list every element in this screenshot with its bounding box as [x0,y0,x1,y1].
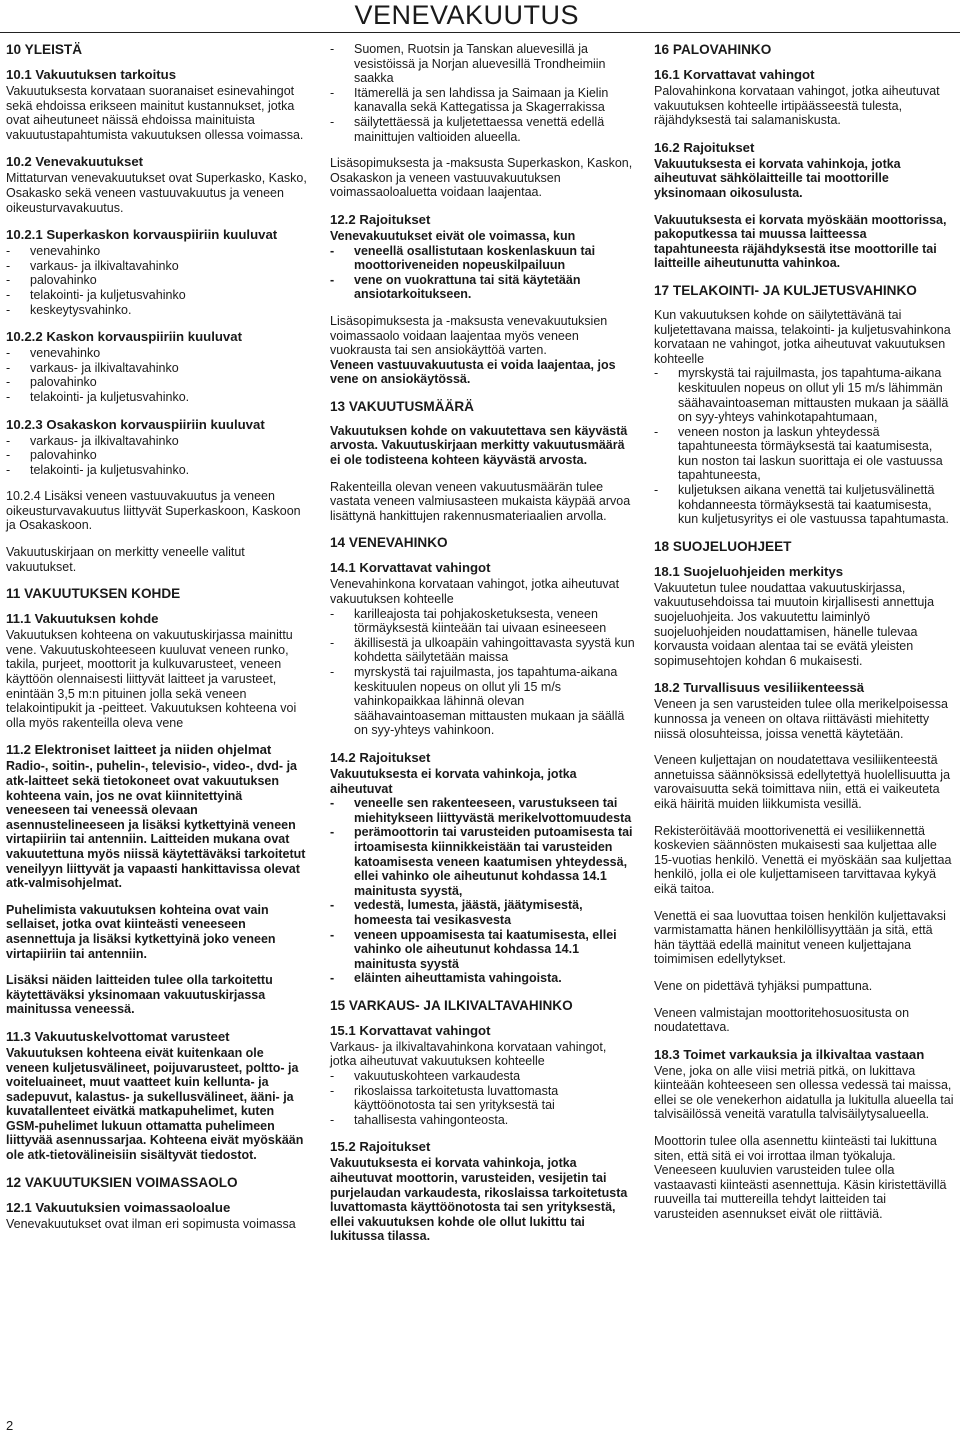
list-item: - palovahinko [6,273,308,288]
paragraph: Vakuutuksen kohteena on vakuutuskirjassa mainittu vene. Vakuutuskohteeseen kuuluvat veneen runko, takila, purjeet, moottorit ja kulkuvarusteet, veneen käyttöön olennaisesti liittyvät laitteet ja varusteet, enintään 3,5 m:n pituinen jolla sekä veneen telakointipukit ja -peitteet. Vakuutuksen kohteena voi olla myös rakenteilla oleva vene [6,628,297,730]
list-item: - kuljetuksen aikana venettä tai kuljetusvälinettä kohdanneesta törmäyksestä tai kaatumisesta, kun kuljetusyritys ei ole vastuussa tapahtumasta. [654,483,954,527]
paragraph: Venettä ei saa luovuttaa toisen henkilön kuljettavaksi varmistamatta hänen henkilöllisyyttään ja sitä, että hän täyttää edellä mainitut veneen kuljettajana toimimisen edellytykset. [654,908,946,967]
paragraph: Radio-, soitin-, puhelin-, televisio-, video-, dvd- ja atk-laitteet sekä tietokoneet ovat vakuutuksen kohteena vain, jos ne ovat kiinnitettyinä veneeseen tai veneessä olevaan asennustelineeseen ja lisäksi kytkettyinä veneen virtapiiriin tai antenniin. Laitteiden mukana ovat vakuutettuna myös niissä käytettäväksi tarkoitetut veneilyyn liittyvät ja vapaasti hankittavissa olevat atk-valmisohjelmat. [6,759,306,891]
list-item: - rikoslaissa tarkoitetusta luvattomasta käyttöönotosta tai sen yrityksestä tai [330,1084,636,1113]
subsection-heading: 18.3 Toimet varkauksia ja ilkivaltaa vastaan [654,1046,925,1062]
section-heading: 11 VAKUUTUKSEN KOHDE [6,586,181,602]
paragraph: Vakuutuksesta ei korvata vahinkoja, jotka aiheutuvat sähkölaitteille tai moottorille yksinomaan oikosulusta. [654,156,901,200]
list-item: - telakointi- ja kuljetusvahinko. [6,390,308,405]
paragraph: Lisäsopimuksesta ja -maksusta venevakuutuksien voimassaolo voidaan laajentaa myös veneen vuokrausta tai sen ansiokäyttöä varten. [330,313,608,358]
paragraph: Lisäksi näiden laitteiden tulee olla tarkoitettu käytettäväksi yksinomaan vakuutuskirjassa mainitussa veneessä. [6,973,273,1017]
list-item: - säilytettäessä ja kuljetettaessa venettä edellä mainittujen valtioiden alueella. [330,115,636,144]
paragraph: Moottorin tulee olla asennettu kiinteästi tai lukittuna siten, että sitä ei voi irrottaa ilman työkaluja. Veneeseen kuuluvien varusteiden tulee olla vastaavasti kiinteästi asennettuja. Käsin kiristettävillä ruuveilla tai muttereilla tehdyt laitteiden tai varusteiden asennukset eivät ole riittäviä. [654,1134,947,1222]
list-10-2-2 [6,346,308,404]
paragraph: 10.2.4 Lisäksi veneen vastuuvakuutus ja veneen oikeusturvavakuutus liittyvät Superkaskoon, Kaskoon ja Osakaskoon. [6,489,301,533]
list-item: - varkaus- ja ilkivaltavahinko [6,259,308,274]
list-item: - telakointi- ja kuljetusvahinko. [6,463,308,478]
list-item: - myrskystä tai rajuilmasta, jos tapahtuma-aikana keskituulen nopeus on ollut yli 15 m/s lähimmän säähavaintoaseman mittausten mukaan ja säällä on syy-yhteys vahinkotapahtumaan, [654,366,954,424]
list-item: - venevahinko [6,346,308,361]
section-heading: 12 VAKUUTUKSIEN VOIMASSAOLO [6,1174,238,1190]
subsection-heading: 11.3 Vakuutuskelvottomat varusteet [6,1028,230,1044]
list-item: - Itämerellä ja sen lahdissa ja Saimaan ja Kielin kanavalla sekä Kattegatissa ja Skagerrakissa [330,86,636,115]
list-17 [654,366,954,527]
paragraph: Venevakuutukset eivät ole voimassa, kun [330,228,576,243]
subsection-heading: 18.1 Suojeluohjeiden merkitys [654,563,844,579]
list-item: - Suomen, Ruotsin ja Tanskan aluevesillä ja vesistöissä ja Norjan aluevesillä Trondheimiin saakka [330,42,636,86]
list-item: - veneellä osallistutaan koskenlaskuun tai moottoriveneiden nopeuskilpailuun [330,244,636,273]
paragraph: Veneen kuljettajan on noudatettava vesiliikenteestä annetuissa säännöksissä edellytettyä huolellisuutta ja varovaisuutta sekä toimittava niin, että ei vaikeuteta eikä häiritä muiden liikkumista vesillä. [654,753,951,811]
list-item: - palovahinko [6,448,308,463]
section-heading: 18 SUOJELUOHJEET [654,538,792,554]
subsection-heading: 16.1 Korvattavat vahingot [654,67,815,82]
paragraph: Veneen valmistajan moottoritehosuositusta on noudatettava. [654,1005,910,1035]
paragraph: Palovahinkona korvataan vahingot, jotka aiheutuvat vakuutuksen kohteelle irtipäässeestä tulesta, räjähdyksestä tai salamaniskusta. [654,84,940,128]
page-number: 2 [6,1418,14,1433]
list-12-2 [330,244,636,302]
list-item: - vedestä, lumesta, jäästä, jäätymisestä, homeesta tai vesikasvesta [330,898,636,927]
subsection-heading: 18.2 Turvallisuus vesiliikenteessä [654,680,865,696]
list-15-1 [330,1069,636,1127]
list-item: - äkillisestä ja ulkoapäin vahingoittavasta syystä kun kohdetta säilytetään maissa [330,636,636,665]
list-item: - vakuutuskohteen varkaudesta [330,1069,636,1084]
column-3 [654,42,954,1234]
paragraph: Mittaturvan venevakuutukset ovat Superkasko, Kasko, Osakasko sekä veneen vastuuvakuutus ja veneen oikeusturvavakuutus. [6,171,307,215]
subsection-heading: 15.1 Korvattavat vahingot [330,1022,491,1038]
list-item: - palovahinko [6,375,308,390]
paragraph: Lisäsopimuksesta ja -maksusta Superkaskon, Kaskon, Osakaskon ja veneen vastuuvakuutuksen voimassaoloaluetta voidaan laajentaa. [330,156,633,200]
subsection-heading: 14.1 Korvattavat vahingot [330,560,491,576]
section-heading: 15 VARKAUS- JA ILKIVALTAVAHINKO [330,997,573,1013]
list-item: - vene on vuokrattuna tai sitä käytetään ansiotarkoitukseen. [330,273,636,302]
paragraph: Vakuutetun tulee noudattaa vakuutuskirjassa, vakuutusehdoissa tai muutoin kirjallisesti annettuja suojeluohjeita. Jos vakuutettu laiminlyö suojeluohjeiden noudattamisen, hänelle tulevaa korvausta voidaan alentaa tai se evätä yleisten sopimusehtojen kohdan 6 mukaisesti. [654,580,935,668]
section-heading: 14 VENEVAHINKO [330,535,448,551]
list-item: - tahallisesta vahingonteosta. [330,1113,636,1128]
paragraph: Kun vakuutuksen kohde on säilytettävänä tai kuljetettavana maissa, telakointi- ja kuljetusvahinkona korvataan ne vahingot, jotka aiheutuvat vakuutuksen kohteelle [654,307,951,366]
paragraph: Vakuutuskirjaan on merkitty veneelle valitut vakuutukset. [6,545,245,574]
subsection-heading: 10.2 Venevakuutukset [6,154,144,170]
paragraph: Rakenteilla olevan veneen vakuutusmäärän tulee vastata veneen valmiusasteen mukaista käypää arvoa lisättynä hankittujen rakennusmateriaalien arvolla. [330,479,631,523]
subsection-heading: 10.2.3 Osakaskon korvauspiiriin kuuluvat [6,416,265,432]
list-item: - karilleajosta tai pohjakosketuksesta, veneen törmäyksestä kiinteään tai uivaan esineeseen [330,607,636,636]
subsection-heading: 11.1 Vakuutuksen kohde [6,611,159,627]
section-heading: 13 VAKUUTUSMÄÄRÄ [330,398,475,414]
subsection-heading: 16.2 Rajoitukset [654,139,755,155]
paragraph: Vakuutuksesta ei korvata vahinkoja, jotka aiheutuvat moottorin, varusteiden, vesijetin tai purjelaudan varkaudesta, rikoslaissa tarkoitetusta luvattomasta käyttöönotosta tai sen yrityksestä, ellei vakuutuksen kohde ole ollut lukittu tai lukitussa tilassa. [330,1156,628,1244]
subsection-heading: 10.2.2 Kaskon korvauspiiriin kuuluvat [6,329,242,345]
paragraph: Vakuutuksesta ei korvata vahinkoja, jotka aiheutuvat [330,766,577,796]
subsection-heading: 12.1 Vakuutuksien voimassaoloalue [6,1199,231,1215]
list-item: - myrskystä tai rajuilmasta, jos tapahtuma-aikana keskituulen nopeus on ollut yli 15 m/s vahinkopaikkaa lähinnä olevan säähavaintoaseman mittausten mukaan ja säällä on syy-yhteys vahinkoon. [330,665,636,738]
subsection-heading: 10.2.1 Superkaskon korvauspiiriin kuuluvat [6,227,278,243]
list-14-2 [330,796,636,986]
paragraph: Veneen ja sen varusteiden tulee olla merikelpoisessa kunnossa ja veneen on oltava riittävästi miehitetty niissä olosuhteissa, joissa venettä käytetään. [654,697,948,741]
list-10-2-1 [6,244,308,317]
column-2 [330,42,636,1256]
list-item: - keskeytysvahinko. [6,303,308,318]
list-item: - perämoottorin tai varusteiden putoamisesta tai irtoamisesta kiinnikkeistään tai varusteiden katoamisesta veneen kaatumisen yhteydessä, ellei vahinko ole aiheutunut kohdassa 14.1 mainitusta syystä, [330,825,636,898]
document-title: VENEVAKUUTUS [354,0,579,30]
paragraph: Vakuutuksesta ei korvata myöskään moottorissa, pakoputkessa tai muussa laitteessa tapahtuneesta räjähdyksestä itse moottorille tai laitteille aiheutunutta vahinkoa. [654,212,947,271]
list-item: - veneelle sen rakenteeseen, varustukseen tai miehitykseen liittyvästä merikelvottomuudesta [330,796,636,825]
section-heading: 10 YLEISTÄ [6,42,83,57]
list-item: - varkaus- ja ilkivaltavahinko [6,434,308,449]
paragraph: Varkaus- ja ilkivaltavahinkona korvataan vahingot, jotka aiheutuvat vakuutuksen kohteelle [330,1039,607,1069]
section-heading: 16 PALOVAHINKO [654,42,772,57]
list-item: - veneen uppoamisesta tai kaatumisesta, ellei vahinko ole aiheutunut kohdassa 14.1 mainitusta syystä [330,928,636,972]
paragraph: Vene, joka on alle viisi metriä pitkä, on lukittava kiinteään kohteeseen sen ollessa vedessä tai maissa, ellei se ole venekerhon aidatulla ja lukitulla alueella tai talvisäilössä veneitä varatulla talvisäilytysalueella. [654,1063,954,1122]
subsection-heading: 15.2 Rajoitukset [330,1139,431,1155]
list-item: - veneen noston ja laskun yhteydessä tapahtuneesta törmäyksestä tai kaatumisesta, kun noston tai laskun suorittaja ei ole vastuussa tapahtuneesta, [654,425,954,483]
paragraph: Puhelimista vakuutuksen kohteina ovat vain sellaiset, jotka ovat kiinteästi veneeseen asennettuja ja lisäksi kytkettyinä joko veneen virtapiiriin tai antenniin. [6,902,276,961]
paragraph: Veneen vastuuvakuutusta ei voida laajentaa, jos vene on ansiokäytössä. [330,357,616,387]
list-item: - venevahinko [6,244,308,259]
list-item: - varkaus- ja ilkivaltavahinko [6,361,308,376]
section-heading: 17 TELAKOINTI- JA KULJETUSVAHINKO [654,282,917,298]
list-10-2-3 [6,434,308,478]
paragraph: Vene on pidettävä tyhjäksi pumpattuna. [654,978,873,993]
list-item: - eläinten aiheuttamista vahingoista. [330,971,636,986]
list-14-1 [330,607,636,738]
paragraph: Vakuutuksen kohde on vakuutettava sen käyvästä arvosta. Vakuutuskirjaan merkitty vakuutusmäärä ei ole todisteena kohteen käyvästä arvosta. [330,423,628,468]
subsection-heading: 12.2 Rajoitukset [330,211,431,227]
list-item: - telakointi- ja kuljetusvahinko [6,288,308,303]
paragraph: Vakuutuksen kohteena eivät kuitenkaan ole veneen kuljetusvälineet, poijuvarusteet, poltto- ja voiteluaineet, muut vaatteet kuin kellunta- ja sadepuvut, kalastus- ja sukellusvälineet, ääni- ja kuvatallenteet eivätkä matkapuhelimet, kuten GSM-puhelimet lukuun ottamatta puhelimeen liittyvää asennussarjaa. Kohteena eivät myöskään ole atk-tietovälineisiin sisältyvät tiedostot. [6,1045,304,1163]
page-header [0,0,960,34]
subsection-heading: 14.2 Rajoitukset [330,749,431,765]
paragraph: Venevakuutukset ovat ilman eri sopimusta voimassa [6,1216,296,1231]
paragraph: Rekisteröitävää moottorivenettä ei vesiliikennettä koskevien säännösten mukaisesti saa kuljettaa alle 15-vuotias henkilö. Venettä ei myöskään saa kuljettaa henkilö, jolla ei ole kuljettamiseen tarvittavaa kykyä eikä taitoa. [654,823,952,896]
list-12-1 [330,42,636,144]
subsection-heading: 11.2 Elektroniset laitteet ja niiden ohjelmat [6,742,272,758]
paragraph: Venevahinkona korvataan vahingot, jotka aiheutuvat vakuutuksen kohteelle [330,577,620,607]
subsection-heading: 10.1 Vakuutuksen tarkoitus [6,67,177,82]
column-1 [6,42,308,1243]
header-rule [0,32,960,33]
paragraph: Vakuutuksesta korvataan suoranaiset esinevahingot sekä ehdoissa erikseen mainitut kustannukset, jotka ovat aiheutuneet näissä ehdoissa mainituista vakuutustapahtumista vakuutuksen ollessa voimassa. [6,84,304,142]
